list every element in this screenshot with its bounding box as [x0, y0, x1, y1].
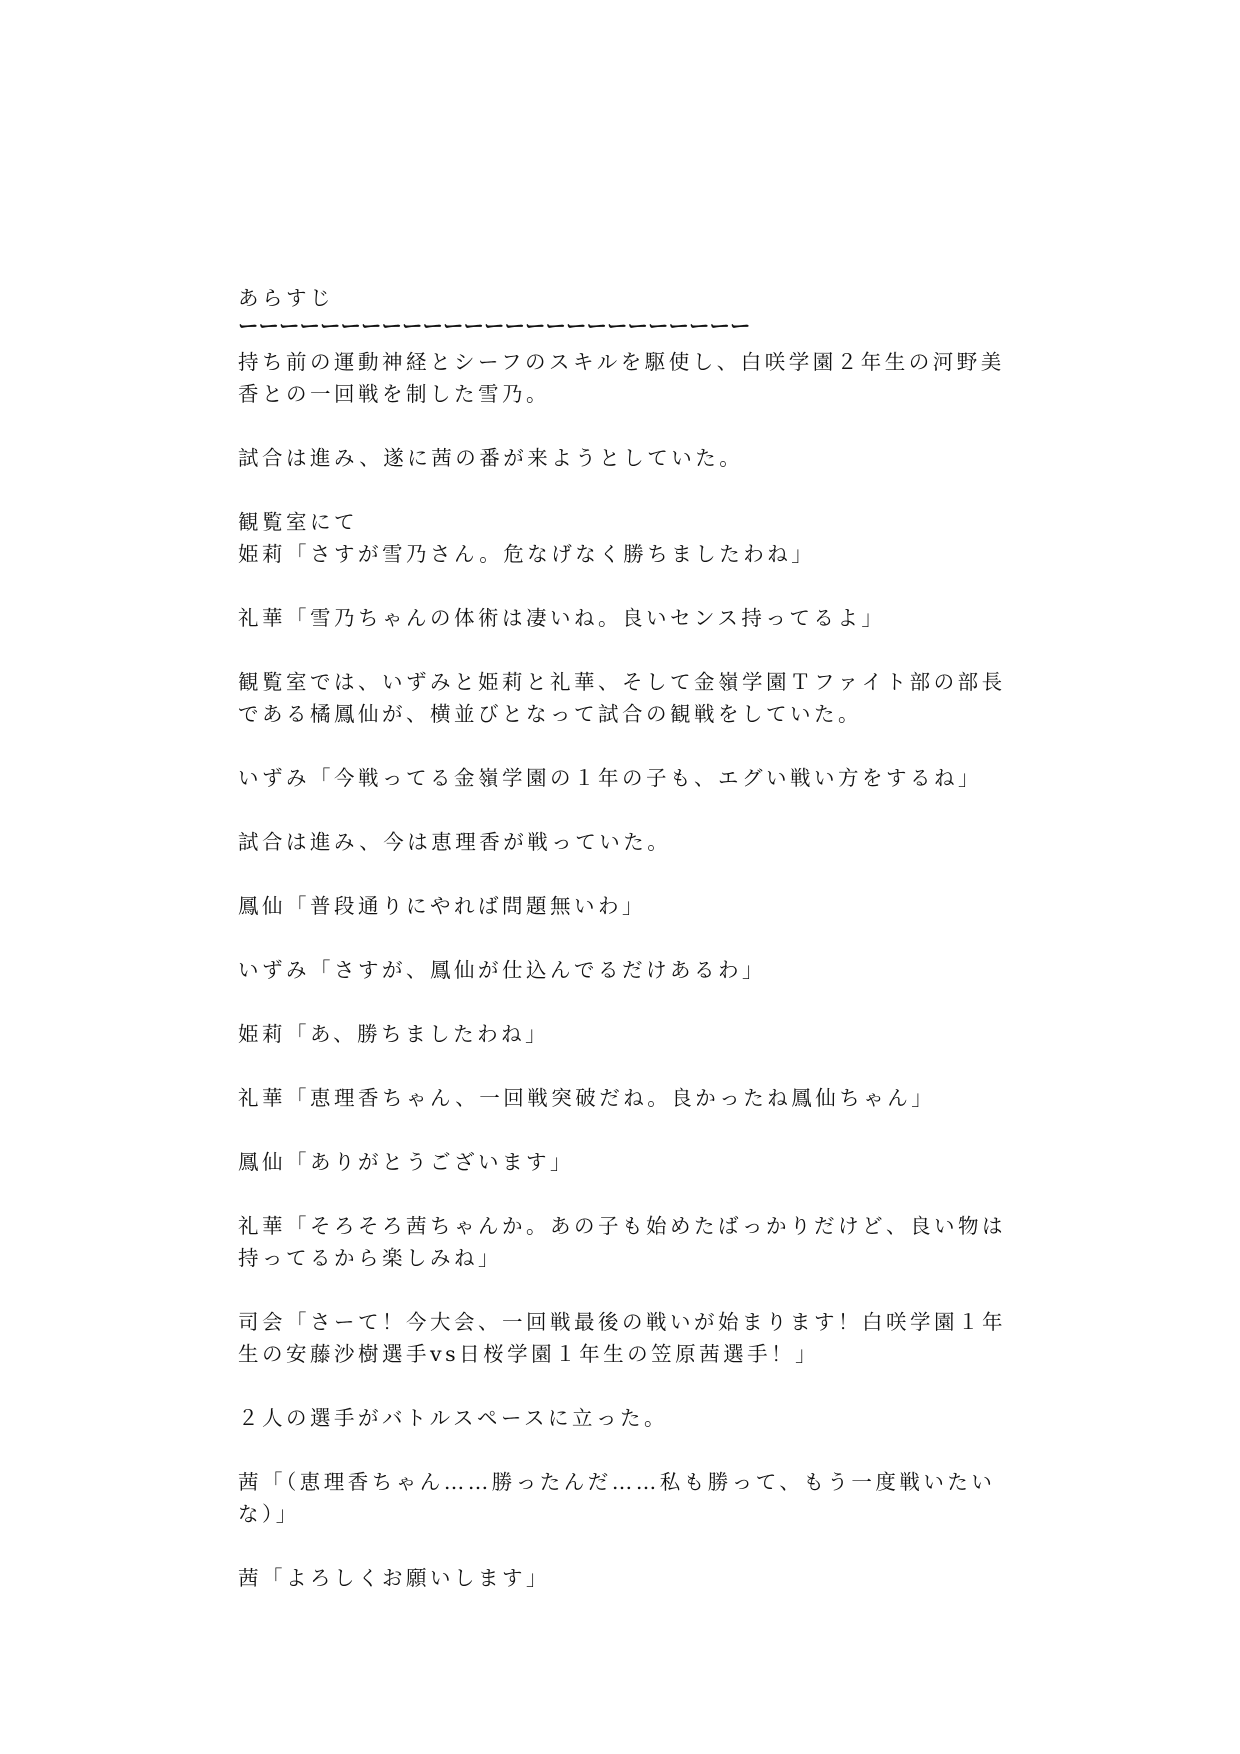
paragraph: 観覧室にて	[238, 510, 358, 534]
dialogue-line: 司会「さーて！今大会、一回戦最後の戦いが始まります！白咲学園１年生の安藤沙樹選手vs日桜学園１年生の笠原茜選手！」	[238, 1310, 1006, 1366]
dialogue-line: 姫莉「あ、勝ちましたわね」	[238, 1022, 550, 1046]
dialogue-line: 鳳仙「ありがとうございます」	[238, 1150, 574, 1174]
paragraph: 試合は進み、今は恵理香が戦っていた。	[238, 830, 672, 854]
dialogue-line: 礼華「雪乃ちゃんの体術は凄いね。良いセンス持ってるよ」	[238, 606, 886, 630]
dialogue-line: 鳳仙「普段通りにやれば問題無いわ」	[238, 894, 646, 918]
dialogue-line: 茜「よろしくお願いします」	[238, 1566, 550, 1590]
paragraph: 観覧室では、いずみと姫莉と礼華、そして金嶺学園Ｔファイト部の部長である橘鳳仙が、横並びとなって試合の観戦をしていた。	[238, 670, 1006, 726]
dialogue-line: 茜「（恵理香ちゃん……勝ったんだ……私も勝って、もう一度戦いたいな）」	[238, 1470, 996, 1526]
document-body	[238, 282, 1018, 1626]
divider-line: ーーーーーーーーーーーーーーーーーーーーーーーーー	[238, 314, 751, 338]
section-heading: あらすじ	[238, 286, 334, 310]
paragraph: 持ち前の運動神経とシーフのスキルを駆使し、白咲学園２年生の河野美香との一回戦を制した雪乃。	[238, 350, 1005, 406]
paragraph: 試合は進み、遂に茜の番が来ようとしていた。	[238, 446, 744, 470]
dialogue-line: いずみ「さすが、鳳仙が仕込んでるだけあるわ」	[238, 958, 766, 982]
dialogue-line: 礼華「そろそろ茜ちゃんか。あの子も始めたばっかりだけど、良い物は持ってるから楽しみね」	[238, 1214, 1006, 1270]
dialogue-line: 姫莉「さすが雪乃さん。危なげなく勝ちましたわね」	[238, 542, 816, 566]
dialogue-line: 礼華「恵理香ちゃん、一回戦突破だね。良かったね鳳仙ちゃん」	[238, 1086, 936, 1110]
dialogue-line: いずみ「今戦ってる金嶺学園の１年の子も、エグい戦い方をするね」	[238, 766, 982, 790]
paragraph: ２人の選手がバトルスペースに立った。	[238, 1406, 668, 1430]
